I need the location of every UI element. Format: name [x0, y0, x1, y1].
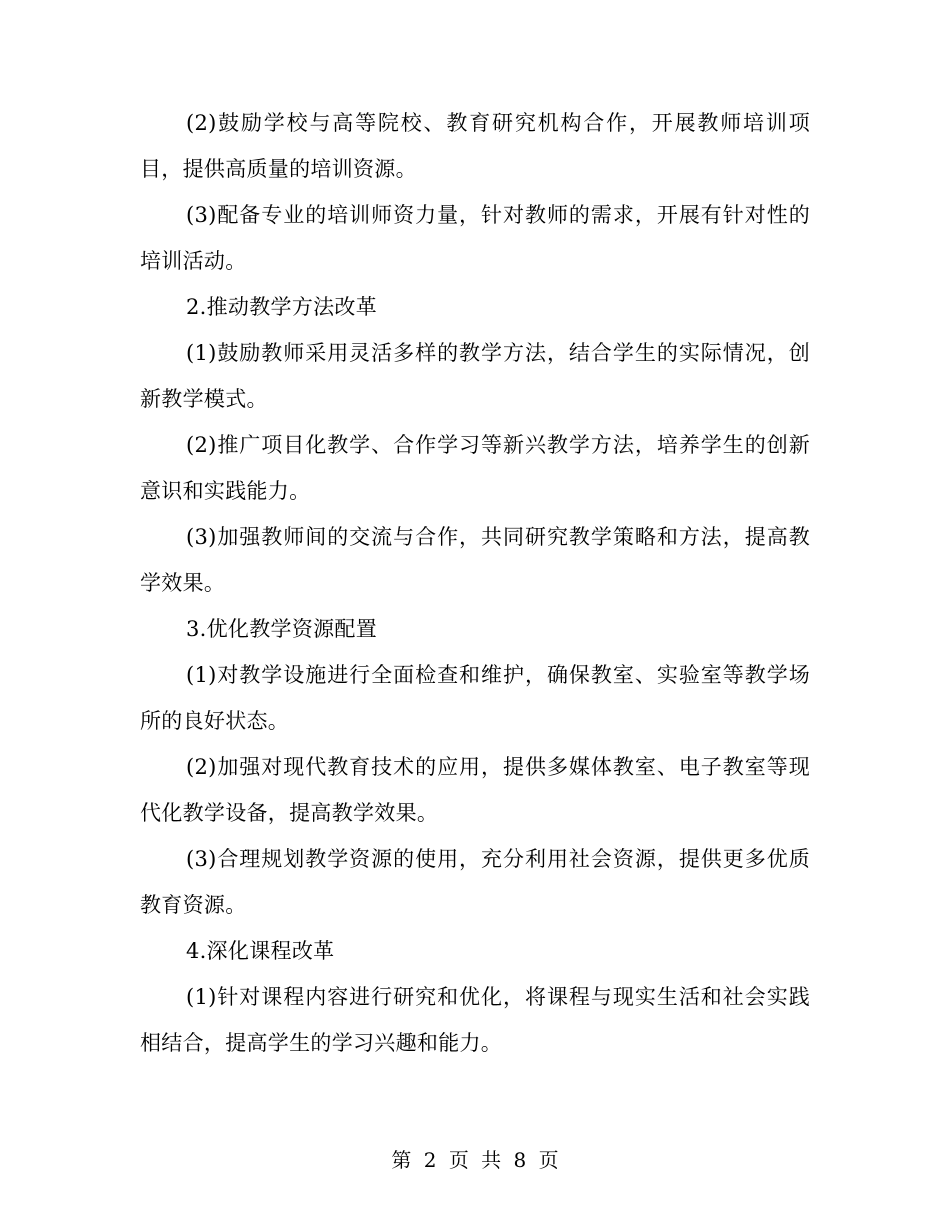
paragraph-resource-planning: (3)合理规划教学资源的使用，充分利用社会资源，提供更多优质教育资源。 — [140, 847, 810, 917]
section-heading-resource-allocation: 3.优化教学资源配置 — [186, 617, 378, 641]
paragraph-curriculum-optimization: (1)针对课程内容进行研究和优化，将课程与现实生活和社会实践相结合，提高学生的学习兴趣和能力。 — [140, 985, 810, 1055]
document-body — [140, 100, 810, 1066]
paragraph-project-teaching: (2)推广项目化教学、合作学习等新兴教学方法，培养学生的创新意识和实践能力。 — [140, 433, 810, 503]
page-number-footer: 第 2 页 共 8 页 — [391, 1148, 559, 1172]
paragraph-trainer-staffing: (3)配备专业的培训师资力量，针对教师的需求，开展有针对性的培训活动。 — [140, 203, 810, 273]
paragraph-facility-maintenance: (1)对教学设施进行全面检查和维护，确保教室、实验室等教学场所的良好状态。 — [140, 663, 810, 733]
paragraph-education-technology: (2)加强对现代教育技术的应用，提供多媒体教室、电子教室等现代化教学设备，提高教学效果。 — [140, 755, 810, 825]
paragraph-flexible-methods: (1)鼓励教师采用灵活多样的教学方法，结合学生的实际情况，创新教学模式。 — [140, 341, 810, 411]
section-heading-teaching-methods: 2.推动教学方法改革 — [186, 295, 378, 319]
paragraph-training-cooperation: (2)鼓励学校与高等院校、教育研究机构合作，开展教师培训项目，提供高质量的培训资源。 — [140, 111, 810, 181]
section-heading-curriculum-reform: 4.深化课程改革 — [186, 939, 335, 963]
paragraph-teacher-exchange: (3)加强教师间的交流与合作，共同研究教学策略和方法，提高教学效果。 — [140, 525, 810, 595]
